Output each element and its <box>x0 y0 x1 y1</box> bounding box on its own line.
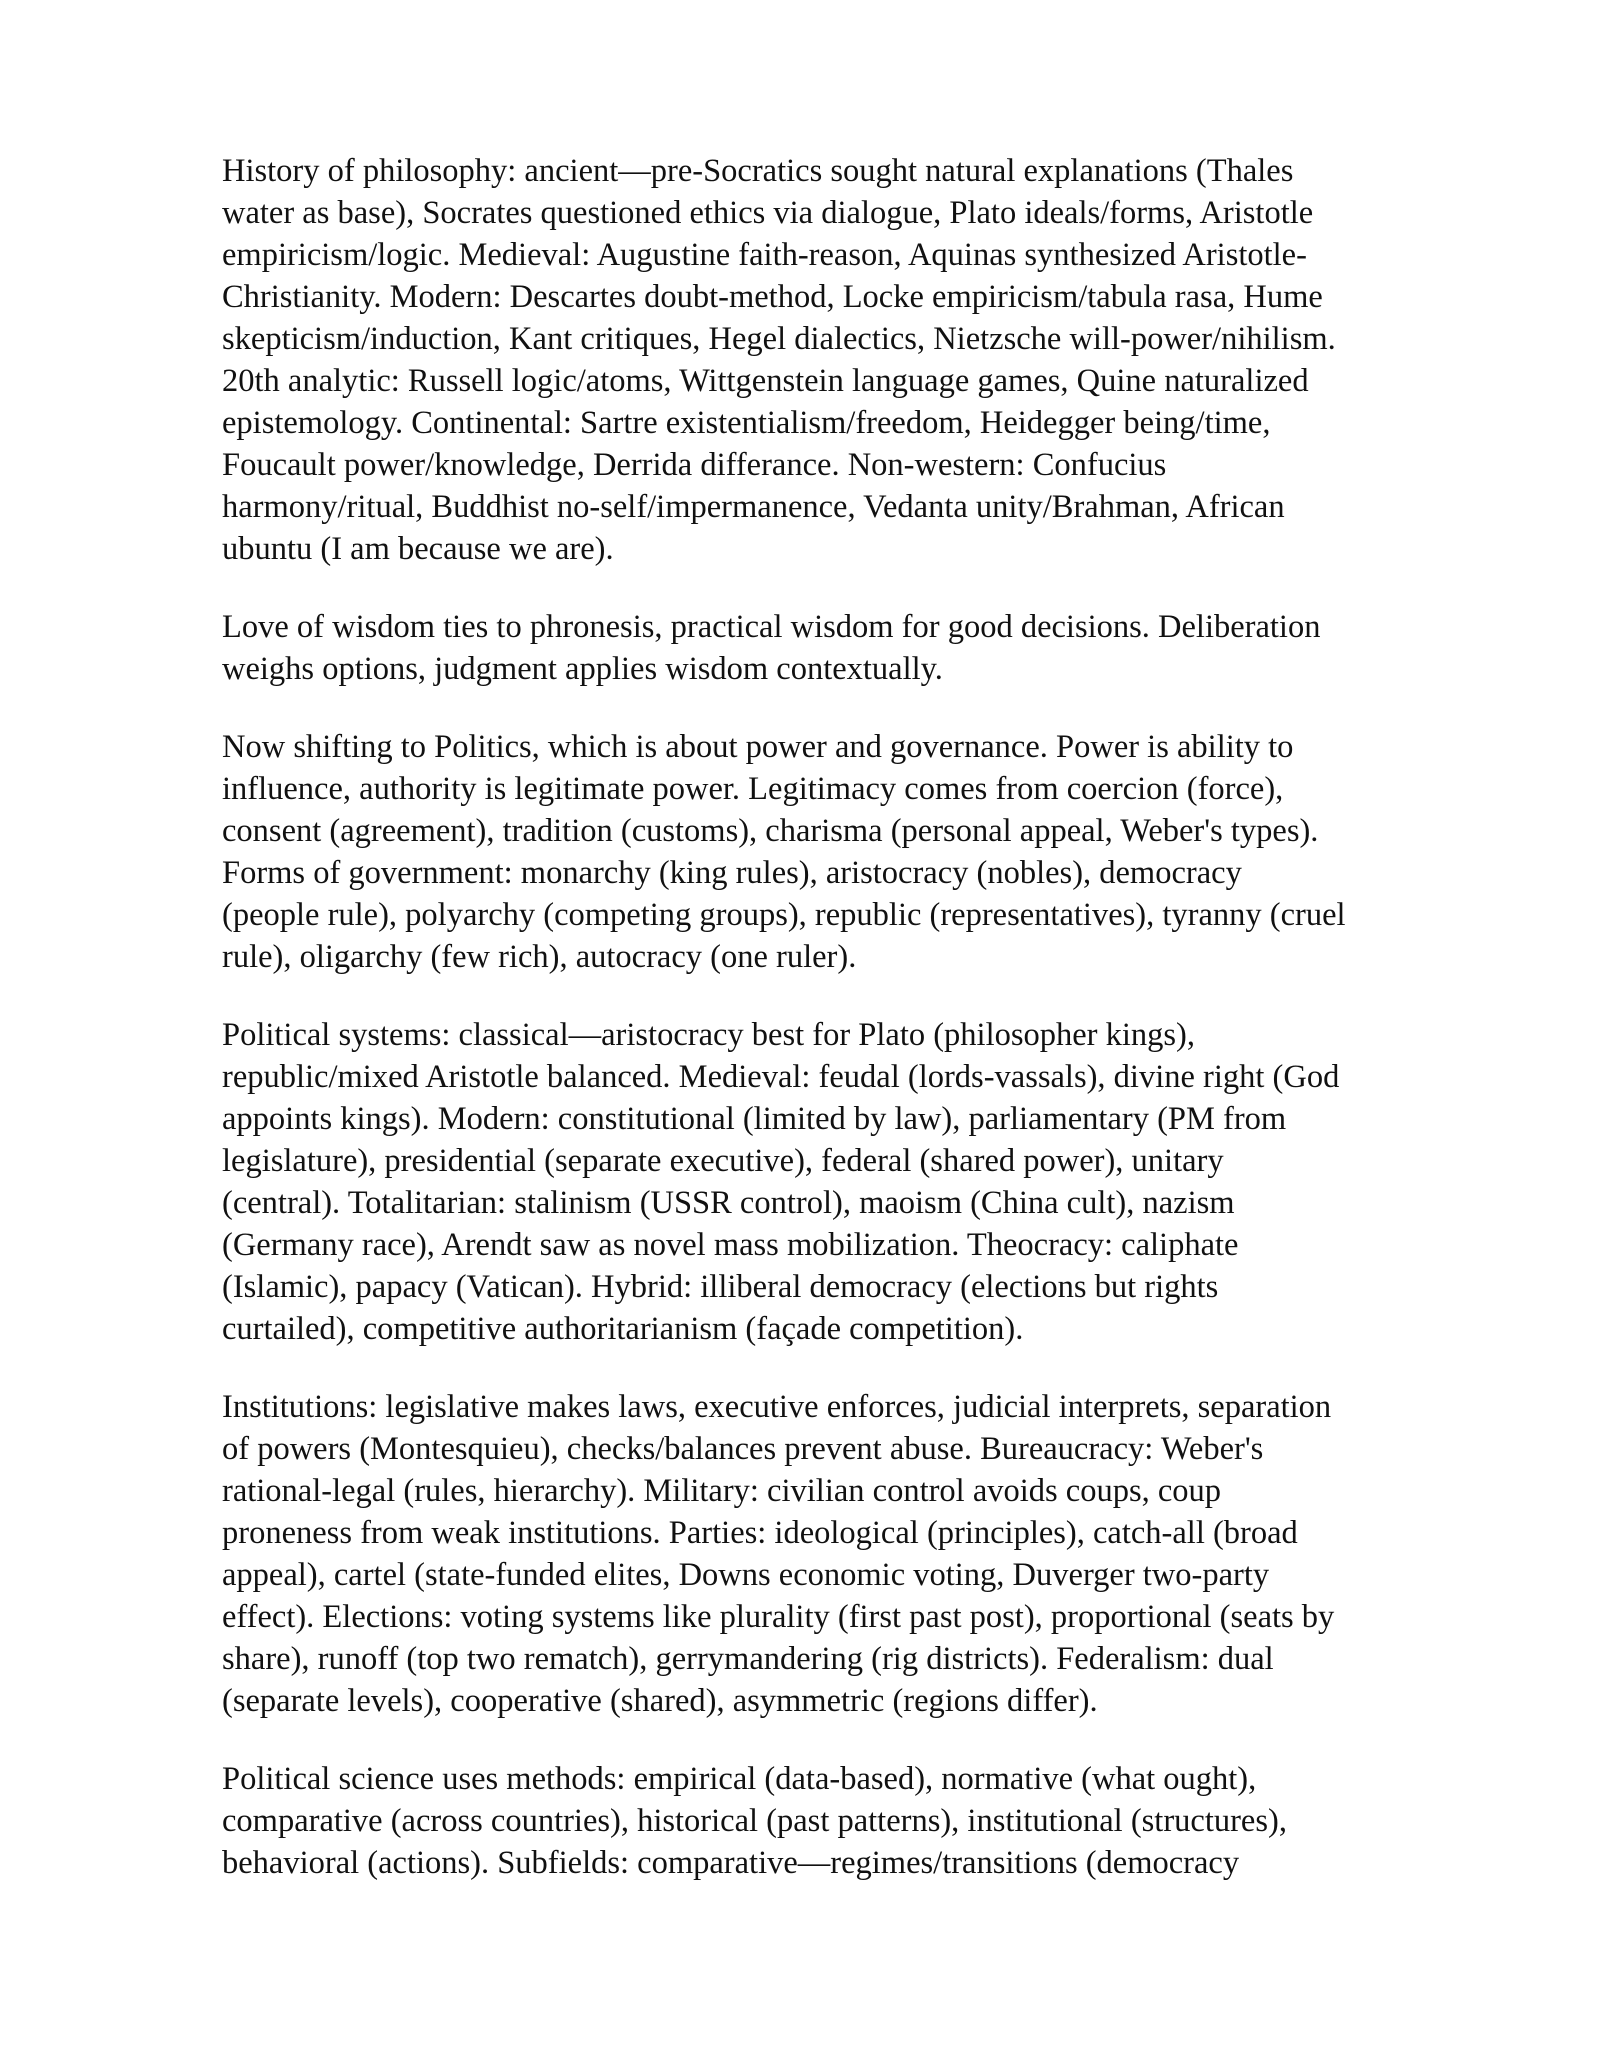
text-line: comparative (across countries), historical (past patterns), institutional (structures), <box>222 1803 1287 1839</box>
text-line: legislature), presidential (separate executive), federal (shared power), unitary <box>222 1143 1224 1179</box>
text-line: influence, authority is legitimate power. Legitimacy comes from coercion (force), <box>222 771 1284 807</box>
text-line: epistemology. Continental: Sartre existentialism/freedom, Heidegger being/time, <box>222 405 1271 441</box>
document-body <box>222 150 1490 1920</box>
paragraph-history-of-philosophy <box>222 150 1490 570</box>
text-line: (central). Totalitarian: stalinism (USSR control), maoism (China cult), nazism <box>222 1185 1235 1221</box>
text-line: (Islamic), papacy (Vatican). Hybrid: illiberal democracy (elections but rights <box>222 1269 1219 1305</box>
text-line: Political science uses methods: empirical (data-based), normative (what ought), <box>222 1761 1257 1797</box>
text-line: Institutions: legislative makes laws, executive enforces, judicial interprets, separation <box>222 1389 1332 1425</box>
paragraph-love-of-wisdom <box>222 606 1490 690</box>
text-line: (separate levels), cooperative (shared), asymmetric (regions differ). <box>222 1683 1098 1719</box>
text-line: Now shifting to Politics, which is about power and governance. Power is ability to <box>222 729 1294 765</box>
text-line: proneness from weak institutions. Parties: ideological (principles), catch-all (broad <box>222 1515 1298 1551</box>
text-line: water as base), Socrates questioned ethics via dialogue, Plato ideals/forms, Aristotle <box>222 195 1314 231</box>
text-line: rational-legal (rules, hierarchy). Military: civilian control avoids coups, coup <box>222 1473 1222 1509</box>
text-line: 20th analytic: Russell logic/atoms, Wittgenstein language games, Quine naturalized <box>222 363 1309 399</box>
text-line: Love of wisdom ties to phronesis, practical wisdom for good decisions. Deliberation <box>222 609 1321 645</box>
text-line: of powers (Montesquieu), checks/balances prevent abuse. Bureaucracy: Weber's <box>222 1431 1264 1467</box>
text-line: skepticism/induction, Kant critiques, Hegel dialectics, Nietzsche will-power/nihilism. <box>222 321 1336 357</box>
text-line: effect). Elections: voting systems like plurality (first past post), proportional (seats by <box>222 1599 1335 1635</box>
text-line: History of philosophy: ancient—pre-Socratics sought natural explanations (Thales <box>222 153 1294 189</box>
text-line: Political systems: classical—aristocracy best for Plato (philosopher kings), <box>222 1017 1196 1053</box>
text-line: curtailed), competitive authoritarianism (façade competition). <box>222 1311 1024 1347</box>
text-line: share), runoff (top two rematch), gerrymandering (rig districts). Federalism: dual <box>222 1641 1274 1677</box>
text-line: rule), oligarchy (few rich), autocracy (one ruler). <box>222 939 857 975</box>
paragraph-institutions <box>222 1386 1490 1722</box>
text-line: appeal), cartel (state-funded elites, Downs economic voting, Duverger two-party <box>222 1557 1270 1593</box>
text-line: behavioral (actions). Subfields: comparative—regimes/transitions (democracy <box>222 1845 1240 1881</box>
paragraph-political-science-methods <box>222 1758 1490 1884</box>
text-line: (Germany race), Arendt saw as novel mass mobilization. Theocracy: caliphate <box>222 1227 1239 1263</box>
text-line: Christianity. Modern: Descartes doubt-method, Locke empiricism/tabula rasa, Hume <box>222 279 1323 315</box>
text-line: republic/mixed Aristotle balanced. Medieval: feudal (lords-vassals), divine right (God <box>222 1059 1340 1095</box>
paragraph-politics-power <box>222 726 1490 978</box>
text-line: Foucault power/knowledge, Derrida differance. Non-western: Confucius <box>222 447 1167 483</box>
text-line: (people rule), polyarchy (competing groups), republic (representatives), tyranny (cruel <box>222 897 1346 933</box>
text-line: consent (agreement), tradition (customs), charisma (personal appeal, Weber's types). <box>222 813 1319 849</box>
text-line: weighs options, judgment applies wisdom contextually. <box>222 651 943 687</box>
paragraph-political-systems <box>222 1014 1490 1350</box>
text-line: empiricism/logic. Medieval: Augustine faith-reason, Aquinas synthesized Aristotle- <box>222 237 1307 273</box>
text-line: harmony/ritual, Buddhist no-self/impermanence, Vedanta unity/Brahman, African <box>222 489 1285 525</box>
text-line: Forms of government: monarchy (king rules), aristocracy (nobles), democracy <box>222 855 1242 891</box>
text-line: appoints kings). Modern: constitutional (limited by law), parliamentary (PM from <box>222 1101 1287 1137</box>
text-line: ubuntu (I am because we are). <box>222 531 614 567</box>
